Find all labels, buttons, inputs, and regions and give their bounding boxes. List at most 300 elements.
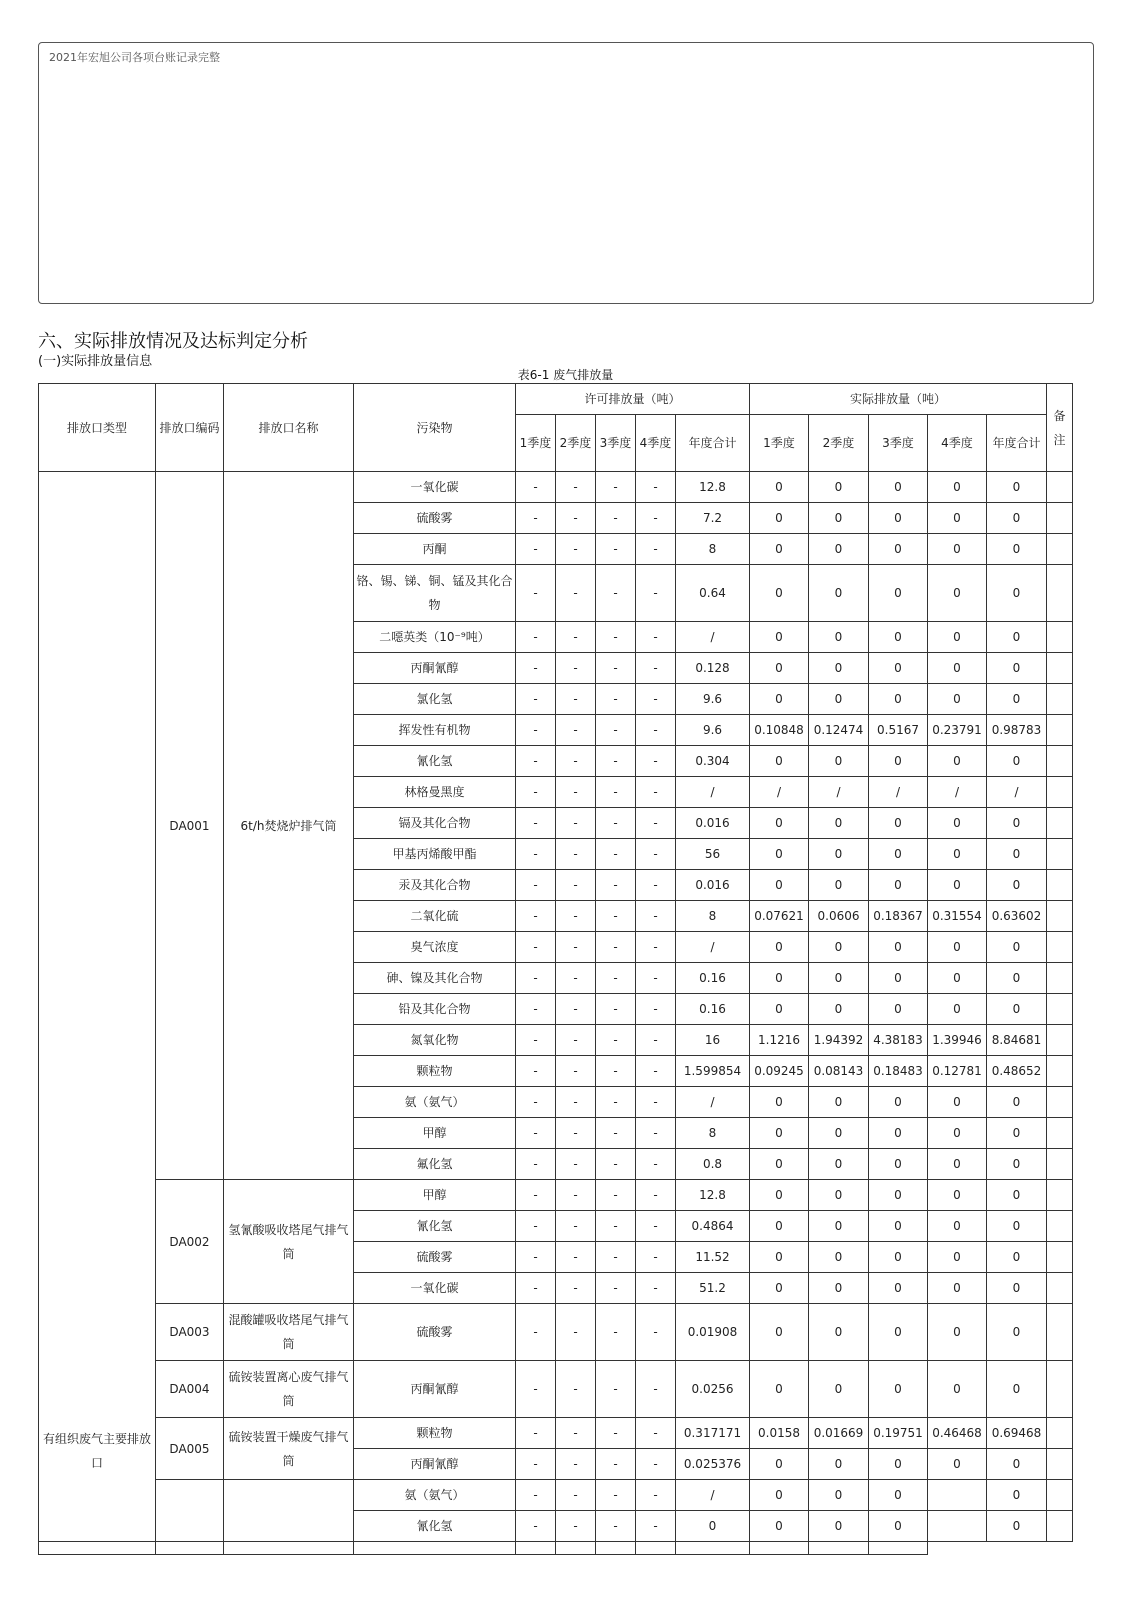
remark-cell — [1047, 1056, 1073, 1087]
permit-q2-cell: - — [556, 1118, 596, 1149]
permit-q1-cell: - — [516, 503, 556, 534]
actual-q4-cell — [928, 1511, 987, 1542]
actual-q4-cell: 0 — [928, 1087, 987, 1118]
actual-q2-cell: 0 — [809, 994, 869, 1025]
actual-q2-cell: 0 — [809, 932, 869, 963]
actual-q2-cell: 0 — [809, 1149, 869, 1180]
actual-annual-cell: 0 — [987, 565, 1047, 622]
actual-q4-cell: 0 — [928, 1361, 987, 1418]
permit-q1-cell: - — [516, 994, 556, 1025]
remark-cell — [1047, 1025, 1073, 1056]
permit-q2-cell: - — [556, 839, 596, 870]
permit-q4-cell: - — [636, 715, 676, 746]
permit-q1-cell: - — [516, 746, 556, 777]
header-permitted: 许可排放量（吨） — [516, 384, 750, 415]
permit-q4-cell: - — [636, 963, 676, 994]
permit-q4-cell: - — [636, 1511, 676, 1542]
empty-cell — [224, 1542, 354, 1555]
actual-q2-cell: 0 — [809, 1180, 869, 1211]
permit-annual-cell: 9.6 — [676, 684, 750, 715]
remark-cell — [1047, 622, 1073, 653]
permit-q1-cell: - — [516, 565, 556, 622]
remark-cell — [1047, 1149, 1073, 1180]
permit-q1-cell: - — [516, 534, 556, 565]
permit-annual-cell: 12.8 — [676, 472, 750, 503]
permit-q3-cell: - — [596, 932, 636, 963]
table-row — [39, 1304, 1073, 1361]
emission-table — [38, 383, 1073, 1555]
actual-q2-cell: 0.01669 — [809, 1418, 869, 1449]
permit-q3-cell: - — [596, 839, 636, 870]
permit-q4-cell: - — [636, 839, 676, 870]
actual-q3-cell: 4.38183 — [869, 1025, 928, 1056]
actual-q4-cell: 0 — [928, 1273, 987, 1304]
outlet-name-cell: 硫铵装置离心废气排气筒 — [224, 1361, 354, 1418]
actual-q4-cell: 0 — [928, 653, 987, 684]
permit-q3-cell: - — [596, 901, 636, 932]
actual-annual-cell: 0.69468 — [987, 1418, 1047, 1449]
permit-q2-cell: - — [556, 622, 596, 653]
actual-q2-cell: 0 — [809, 808, 869, 839]
permit-q4-cell: - — [636, 994, 676, 1025]
remark-cell — [1047, 1273, 1073, 1304]
permit-q3-cell: - — [596, 534, 636, 565]
remark-cell — [1047, 1087, 1073, 1118]
actual-q1-cell: 0 — [750, 1273, 809, 1304]
empty-cell — [750, 1542, 809, 1555]
actual-q1-cell: 0 — [750, 565, 809, 622]
actual-q4-cell: 0 — [928, 1304, 987, 1361]
permit-annual-cell: 11.52 — [676, 1242, 750, 1273]
permit-q2-cell: - — [556, 472, 596, 503]
permit-q1-cell: - — [516, 808, 556, 839]
permit-q1-cell: - — [516, 870, 556, 901]
header-actual-q4: 4季度 — [928, 415, 987, 472]
permit-q4-cell: - — [636, 534, 676, 565]
actual-q2-cell: 0 — [809, 1304, 869, 1361]
pollutant-cell: 臭气浓度 — [354, 932, 516, 963]
actual-q1-cell: 0 — [750, 1118, 809, 1149]
actual-q2-cell: 1.94392 — [809, 1025, 869, 1056]
permit-q4-cell: - — [636, 777, 676, 808]
actual-annual-cell: 0 — [987, 994, 1047, 1025]
actual-annual-cell: 8.84681 — [987, 1025, 1047, 1056]
permit-annual-cell: 0 — [676, 1511, 750, 1542]
actual-q3-cell: 0 — [869, 565, 928, 622]
actual-q3-cell: 0 — [869, 684, 928, 715]
remark-cell — [1047, 808, 1073, 839]
permit-annual-cell: 0.317171 — [676, 1418, 750, 1449]
outlet-code-cell: DA001 — [156, 472, 224, 1180]
permit-q1-cell: - — [516, 777, 556, 808]
actual-q2-cell: 0 — [809, 1480, 869, 1511]
pollutant-cell: 一氧化碳 — [354, 1273, 516, 1304]
permit-q3-cell: - — [596, 1118, 636, 1149]
actual-q4-cell: 0 — [928, 1118, 987, 1149]
permit-q1-cell: - — [516, 715, 556, 746]
actual-q3-cell: 0 — [869, 963, 928, 994]
pollutant-cell: 丙酮氰醇 — [354, 1449, 516, 1480]
header-pollutant: 污染物 — [354, 384, 516, 472]
permit-q1-cell: - — [516, 839, 556, 870]
remark-cell — [1047, 1242, 1073, 1273]
remark-cell — [1047, 653, 1073, 684]
permit-q3-cell: - — [596, 472, 636, 503]
actual-annual-cell: 0 — [987, 1304, 1047, 1361]
actual-q2-cell: 0 — [809, 746, 869, 777]
empty-cell — [354, 1542, 516, 1555]
actual-q4-cell: 0 — [928, 1449, 987, 1480]
permit-annual-cell: / — [676, 932, 750, 963]
actual-q4-cell: 0 — [928, 746, 987, 777]
permit-q2-cell: - — [556, 932, 596, 963]
actual-annual-cell: 0 — [987, 1118, 1047, 1149]
permit-q1-cell: - — [516, 684, 556, 715]
actual-q2-cell: 0 — [809, 1273, 869, 1304]
remark-cell — [1047, 1118, 1073, 1149]
permit-annual-cell: 0.16 — [676, 994, 750, 1025]
table-row — [39, 472, 1073, 503]
actual-annual-cell: 0 — [987, 1449, 1047, 1480]
actual-q3-cell: 0 — [869, 1180, 928, 1211]
actual-annual-cell: 0.63602 — [987, 901, 1047, 932]
pollutant-cell: 甲醇 — [354, 1180, 516, 1211]
empty-cell — [516, 1542, 556, 1555]
actual-q3-cell: 0 — [869, 503, 928, 534]
remark-cell — [1047, 534, 1073, 565]
actual-annual-cell: 0 — [987, 1242, 1047, 1273]
section-subtitle: (一)实际排放量信息 — [38, 354, 153, 369]
permit-q2-cell: - — [556, 994, 596, 1025]
permit-annual-cell: 0.8 — [676, 1149, 750, 1180]
permit-q4-cell: - — [636, 1087, 676, 1118]
actual-q4-cell: 0 — [928, 963, 987, 994]
permit-q2-cell: - — [556, 1449, 596, 1480]
permit-annual-cell: 8 — [676, 1118, 750, 1149]
permit-q2-cell: - — [556, 1242, 596, 1273]
permit-annual-cell: 7.2 — [676, 503, 750, 534]
permit-q2-cell: - — [556, 963, 596, 994]
actual-annual-cell: 0 — [987, 622, 1047, 653]
note-text: 2021年宏旭公司各项台账记录完整 — [49, 51, 220, 64]
actual-annual-cell: 0 — [987, 746, 1047, 777]
pollutant-cell: 甲醇 — [354, 1118, 516, 1149]
permit-q1-cell: - — [516, 1149, 556, 1180]
actual-q3-cell: 0 — [869, 1273, 928, 1304]
permit-annual-cell: / — [676, 1480, 750, 1511]
actual-q4-cell: 0 — [928, 1180, 987, 1211]
empty-cell — [39, 1542, 156, 1555]
actual-annual-cell: 0 — [987, 653, 1047, 684]
actual-q1-cell: 0 — [750, 994, 809, 1025]
empty-cell — [596, 1542, 636, 1555]
actual-q1-cell: 0 — [750, 503, 809, 534]
actual-q1-cell: 0 — [750, 1087, 809, 1118]
permit-q4-cell: - — [636, 932, 676, 963]
permit-q4-cell: - — [636, 1480, 676, 1511]
actual-q4-cell: 0.23791 — [928, 715, 987, 746]
permit-annual-cell: 8 — [676, 534, 750, 565]
actual-q3-cell: 0.5167 — [869, 715, 928, 746]
header-permit-q1: 1季度 — [516, 415, 556, 472]
permit-annual-cell: 9.6 — [676, 715, 750, 746]
header-actual: 实际排放量（吨） — [750, 384, 1047, 415]
pollutant-cell: 氨（氨气） — [354, 1087, 516, 1118]
outlet-code-cell: DA003 — [156, 1304, 224, 1361]
actual-q1-cell: 0 — [750, 932, 809, 963]
actual-q4-cell: / — [928, 777, 987, 808]
actual-annual-cell: 0 — [987, 1511, 1047, 1542]
outlet-name-cell: 6t/h焚烧炉排气筒 — [224, 472, 354, 1180]
remark-cell — [1047, 746, 1073, 777]
permit-q3-cell: - — [596, 1449, 636, 1480]
actual-q1-cell: 0 — [750, 963, 809, 994]
actual-q3-cell: 0 — [869, 1449, 928, 1480]
permit-q3-cell: - — [596, 870, 636, 901]
permit-q3-cell: - — [596, 1361, 636, 1418]
actual-q3-cell: 0 — [869, 653, 928, 684]
actual-q1-cell: 0.09245 — [750, 1056, 809, 1087]
actual-q2-cell: 0 — [809, 565, 869, 622]
permit-q4-cell: - — [636, 1025, 676, 1056]
table-row — [39, 1418, 1073, 1449]
actual-annual-cell: 0 — [987, 684, 1047, 715]
permit-q3-cell: - — [596, 994, 636, 1025]
pollutant-cell: 砷、镍及其化合物 — [354, 963, 516, 994]
actual-q4-cell: 0 — [928, 684, 987, 715]
actual-q2-cell: / — [809, 777, 869, 808]
pollutant-cell: 氰化氢 — [354, 1211, 516, 1242]
permit-q2-cell: - — [556, 1056, 596, 1087]
permit-q1-cell: - — [516, 1118, 556, 1149]
permit-q3-cell: - — [596, 777, 636, 808]
actual-annual-cell: / — [987, 777, 1047, 808]
remark-cell — [1047, 472, 1073, 503]
actual-q4-cell: 0 — [928, 622, 987, 653]
permit-q3-cell: - — [596, 1511, 636, 1542]
actual-q1-cell: 0 — [750, 653, 809, 684]
actual-q3-cell: 0 — [869, 1118, 928, 1149]
remark-cell — [1047, 565, 1073, 622]
actual-q4-cell: 0 — [928, 994, 987, 1025]
permit-q3-cell: - — [596, 565, 636, 622]
remark-cell — [1047, 1480, 1073, 1511]
actual-q2-cell: 0 — [809, 622, 869, 653]
pollutant-cell: 硫酸雾 — [354, 503, 516, 534]
actual-q4-cell — [928, 1480, 987, 1511]
permit-q4-cell: - — [636, 1418, 676, 1449]
permit-q3-cell: - — [596, 1418, 636, 1449]
actual-q3-cell: 0.19751 — [869, 1418, 928, 1449]
permit-q1-cell: - — [516, 963, 556, 994]
header-actual-annual: 年度合计 — [987, 415, 1047, 472]
permit-q1-cell: - — [516, 1273, 556, 1304]
remark-cell — [1047, 715, 1073, 746]
outlet-name-cell: 氢氰酸吸收塔尾气排气筒 — [224, 1180, 354, 1304]
table-row — [39, 1180, 1073, 1211]
permit-annual-cell: / — [676, 777, 750, 808]
pollutant-cell: 二氧化硫 — [354, 901, 516, 932]
permit-q4-cell: - — [636, 808, 676, 839]
permit-q2-cell: - — [556, 1273, 596, 1304]
actual-q3-cell: 0 — [869, 746, 928, 777]
permit-q2-cell: - — [556, 503, 596, 534]
actual-annual-cell: 0 — [987, 808, 1047, 839]
permit-q2-cell: - — [556, 1304, 596, 1361]
permit-annual-cell: 0.64 — [676, 565, 750, 622]
header-permit-q2: 2季度 — [556, 415, 596, 472]
actual-q1-cell: 0 — [750, 808, 809, 839]
table-row — [39, 1361, 1073, 1418]
actual-q1-cell: 0 — [750, 1304, 809, 1361]
permit-annual-cell: 0.4864 — [676, 1211, 750, 1242]
permit-q2-cell: - — [556, 1511, 596, 1542]
remark-cell — [1047, 1511, 1073, 1542]
permit-q1-cell: - — [516, 1418, 556, 1449]
permit-q3-cell: - — [596, 653, 636, 684]
actual-q1-cell: 0 — [750, 472, 809, 503]
header-actual-q3: 3季度 — [869, 415, 928, 472]
permit-q4-cell: - — [636, 1211, 676, 1242]
pollutant-cell: 丙酮 — [354, 534, 516, 565]
pollutant-cell: 氰化氢 — [354, 1511, 516, 1542]
actual-q2-cell: 0 — [809, 534, 869, 565]
permit-q1-cell: - — [516, 1361, 556, 1418]
permit-q3-cell: - — [596, 808, 636, 839]
permit-q1-cell: - — [516, 1480, 556, 1511]
permit-annual-cell: 0.016 — [676, 808, 750, 839]
empty-cell — [869, 1542, 928, 1555]
permit-q2-cell: - — [556, 1361, 596, 1418]
actual-annual-cell: 0.48652 — [987, 1056, 1047, 1087]
actual-q3-cell: 0 — [869, 1087, 928, 1118]
permit-q1-cell: - — [516, 1304, 556, 1361]
permit-q4-cell: - — [636, 684, 676, 715]
actual-annual-cell: 0 — [987, 1273, 1047, 1304]
actual-q3-cell: 0 — [869, 622, 928, 653]
pollutant-cell: 颗粒物 — [354, 1056, 516, 1087]
actual-q4-cell: 0 — [928, 565, 987, 622]
table-row — [39, 1542, 1073, 1555]
table-caption: 表6-1 废气排放量 — [517, 368, 614, 382]
actual-q4-cell: 0 — [928, 808, 987, 839]
actual-q3-cell: 0 — [869, 1242, 928, 1273]
outlet-name-cell — [224, 1480, 354, 1542]
permit-q4-cell: - — [636, 1304, 676, 1361]
actual-q1-cell: 0 — [750, 1511, 809, 1542]
permit-q4-cell: - — [636, 622, 676, 653]
actual-q2-cell: 0 — [809, 472, 869, 503]
actual-annual-cell: 0.98783 — [987, 715, 1047, 746]
header-actual-q2: 2季度 — [809, 415, 869, 472]
remark-cell — [1047, 994, 1073, 1025]
empty-cell — [156, 1542, 224, 1555]
actual-annual-cell: 0 — [987, 839, 1047, 870]
permit-q1-cell: - — [516, 1449, 556, 1480]
actual-q1-cell: 0 — [750, 1449, 809, 1480]
actual-q2-cell: 0.0606 — [809, 901, 869, 932]
actual-annual-cell: 0 — [987, 1180, 1047, 1211]
remark-cell — [1047, 503, 1073, 534]
actual-q1-cell: 0 — [750, 746, 809, 777]
permit-annual-cell: / — [676, 1087, 750, 1118]
actual-annual-cell: 0 — [987, 870, 1047, 901]
actual-q4-cell: 0.46468 — [928, 1418, 987, 1449]
outlet-name-cell: 硫铵装置干燥废气排气筒 — [224, 1418, 354, 1480]
actual-q4-cell: 0 — [928, 839, 987, 870]
outlet-code-cell: DA005 — [156, 1418, 224, 1480]
page-cut — [38, 1572, 1098, 1600]
permit-q4-cell: - — [636, 565, 676, 622]
empty-cell — [556, 1542, 596, 1555]
actual-q2-cell: 0 — [809, 839, 869, 870]
actual-q4-cell: 0 — [928, 1211, 987, 1242]
pollutant-cell: 一氧化碳 — [354, 472, 516, 503]
actual-q3-cell: 0 — [869, 1304, 928, 1361]
remark-cell — [1047, 870, 1073, 901]
permit-q1-cell: - — [516, 1511, 556, 1542]
pollutant-cell: 氯化氢 — [354, 684, 516, 715]
permit-q1-cell: - — [516, 1211, 556, 1242]
actual-annual-cell: 0 — [987, 1149, 1047, 1180]
actual-q3-cell: 0 — [869, 1211, 928, 1242]
actual-annual-cell: 0 — [987, 1361, 1047, 1418]
actual-q4-cell: 0 — [928, 534, 987, 565]
pollutant-cell: 汞及其化合物 — [354, 870, 516, 901]
remark-cell — [1047, 1180, 1073, 1211]
actual-q2-cell: 0 — [809, 1211, 869, 1242]
permit-q3-cell: - — [596, 746, 636, 777]
permit-q3-cell: - — [596, 1211, 636, 1242]
permit-q3-cell: - — [596, 1242, 636, 1273]
permit-annual-cell: 0.025376 — [676, 1449, 750, 1480]
remark-cell — [1047, 1418, 1073, 1449]
pollutant-cell: 丙酮氰醇 — [354, 653, 516, 684]
permit-q3-cell: - — [596, 1304, 636, 1361]
permit-q3-cell: - — [596, 622, 636, 653]
actual-annual-cell: 0 — [987, 963, 1047, 994]
actual-q2-cell: 0 — [809, 503, 869, 534]
actual-q4-cell: 0 — [928, 870, 987, 901]
remark-cell — [1047, 1304, 1073, 1361]
actual-annual-cell: 0 — [987, 534, 1047, 565]
actual-q3-cell: 0 — [869, 472, 928, 503]
actual-q3-cell: 0.18483 — [869, 1056, 928, 1087]
actual-q2-cell: 0 — [809, 1242, 869, 1273]
permit-q4-cell: - — [636, 1118, 676, 1149]
actual-q1-cell: 0 — [750, 839, 809, 870]
header-remark: 备注 — [1047, 384, 1073, 472]
permit-q4-cell: - — [636, 870, 676, 901]
permit-q2-cell: - — [556, 1149, 596, 1180]
note-box — [38, 42, 1094, 304]
actual-q4-cell: 0 — [928, 472, 987, 503]
actual-annual-cell: 0 — [987, 472, 1047, 503]
empty-cell — [636, 1542, 676, 1555]
actual-q2-cell: 0 — [809, 1118, 869, 1149]
permit-annual-cell: 51.2 — [676, 1273, 750, 1304]
permit-q2-cell: - — [556, 901, 596, 932]
table-row — [39, 1480, 1073, 1511]
actual-q1-cell: / — [750, 777, 809, 808]
permit-q2-cell: - — [556, 1180, 596, 1211]
pollutant-cell: 氟化氢 — [354, 1149, 516, 1180]
permit-q2-cell: - — [556, 870, 596, 901]
actual-q1-cell: 0.07621 — [750, 901, 809, 932]
remark-cell — [1047, 777, 1073, 808]
pollutant-cell: 挥发性有机物 — [354, 715, 516, 746]
permit-annual-cell: 0.304 — [676, 746, 750, 777]
